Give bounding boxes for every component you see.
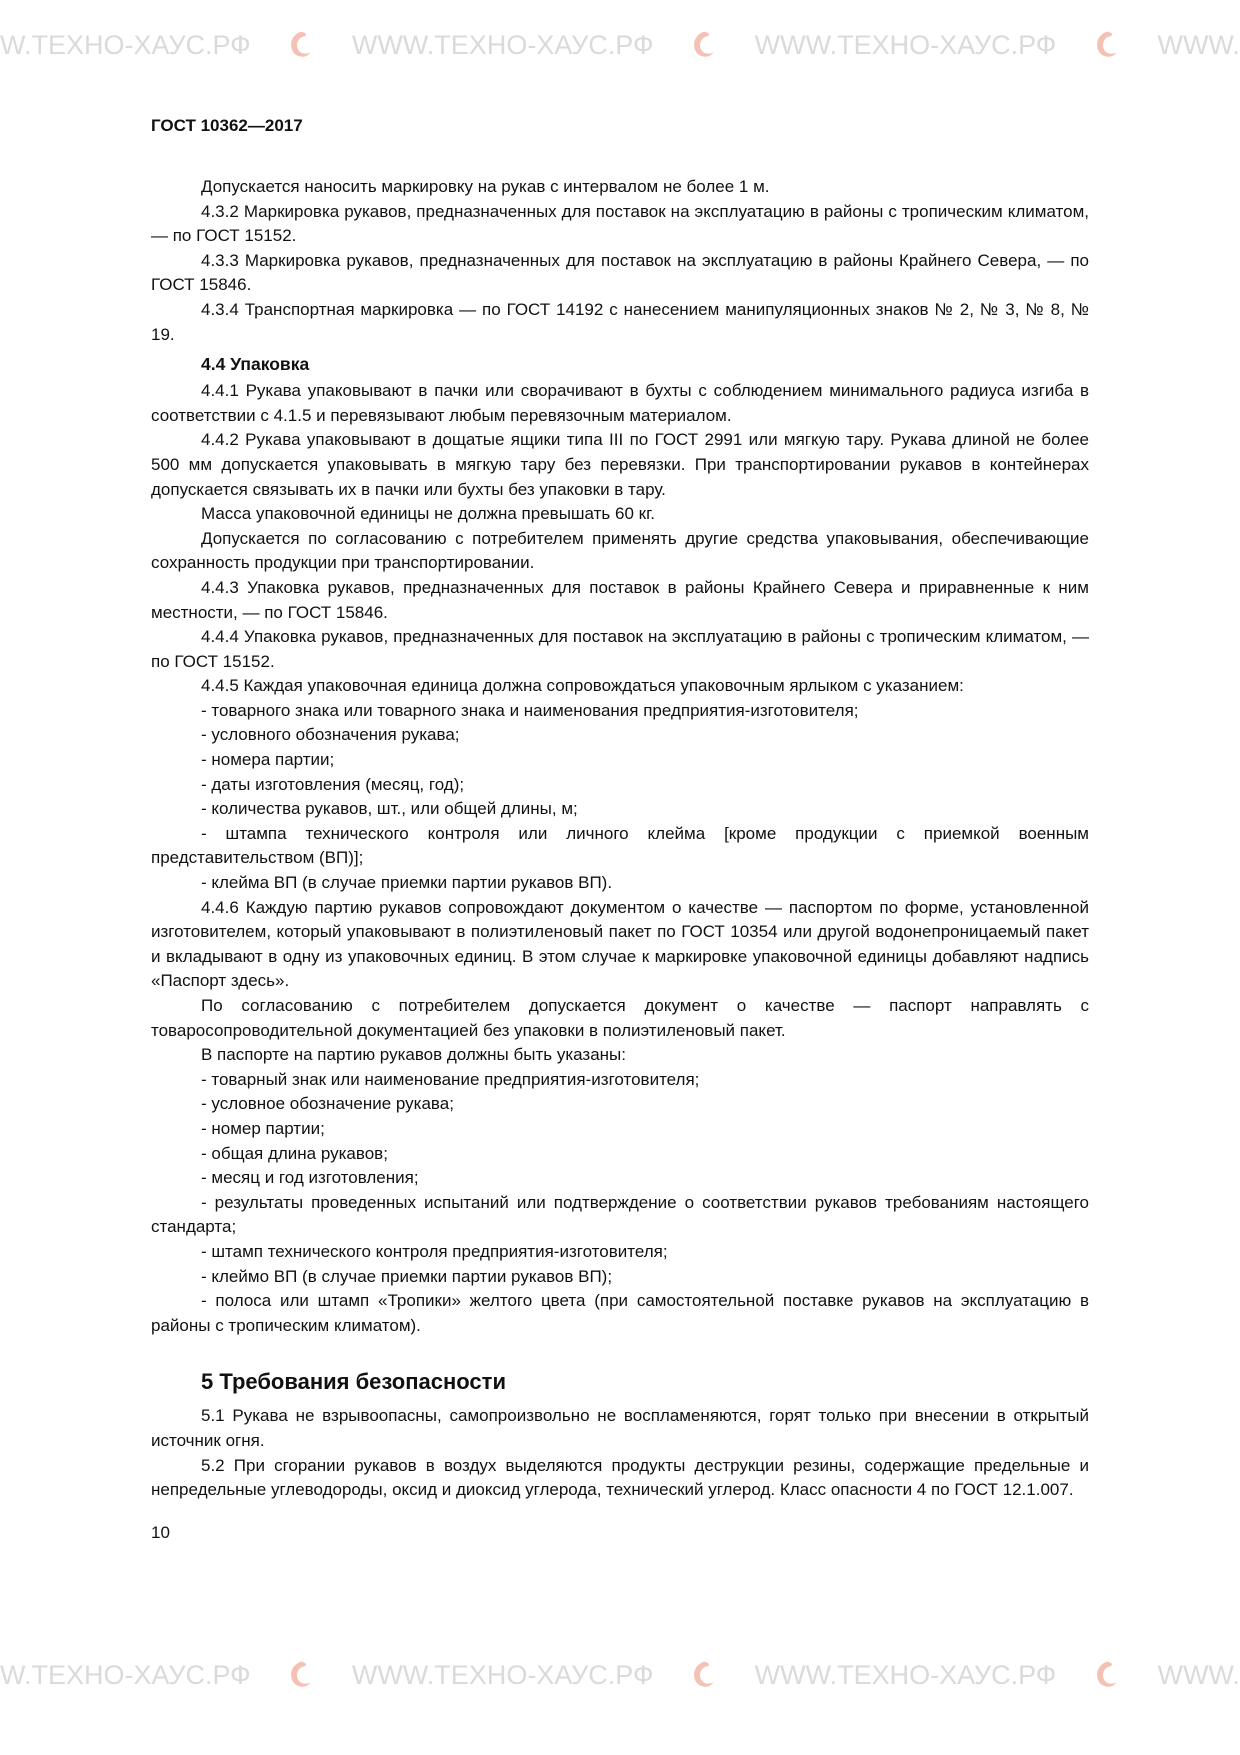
watermark-text: W.ТЕХНО-ХАУС.РФ <box>0 30 251 60</box>
list-item: - месяц и год изготовления; <box>201 1168 419 1188</box>
paragraph-4-4-6: 4.4.6 Каждую партию рукавов сопровождают документом о качестве — паспортом по форме, установленной изготовителем, который упаковывают в полиэтиленовый пакет по ГОСТ 10354 или другой водонепроницаемый пакет и вкладывают в одну из упаковочных единиц. В этом случае к маркировке упаковочной единицы добавляют надпись «Паспорт здесь». <box>151 897 1089 991</box>
section-heading-5: 5 Требования безопасности <box>201 1369 506 1395</box>
list-item: - даты изготовления (месяц, год); <box>201 774 465 794</box>
document-body <box>151 175 1089 1543</box>
list-item: - результаты проведенных испытаний или подтверждение о соответствии рукавов требованиям настоящего стандарта; <box>151 1192 1089 1237</box>
list-item: - полоса или штамп «Тропики» желтого цвета (при самостоятельной поставке рукавов на эксплуатацию в районы с тропическим климатом). <box>151 1291 1089 1335</box>
list-item: - условного обозначения рукава; <box>201 725 460 745</box>
watermark-logo-icon <box>1095 1660 1119 1690</box>
watermark-row <box>0 1660 1240 1690</box>
paragraph-4-4-4: 4.4.4 Упаковка рукавов, предназначенных для поставок на эксплуатацию в районы с тропическим климатом, — по ГОСТ 15152. <box>151 627 1089 671</box>
watermark-text: WWW.ТЕХНО-ХАУС.РФ <box>351 1660 654 1690</box>
paragraph-other-packaging: Допускается по согласованию с потребителем применять другие средства упаковывания, обеспечивающие сохранность продукции при транспортировании. <box>151 528 1089 573</box>
paragraph-4-4-5: 4.4.5 Каждая упаковочная единица должна сопровождаться упаковочным ярлыком с указанием: <box>201 676 964 696</box>
paragraph-4-4-1: 4.4.1 Рукава упаковывают в пачки или сворачивают в бухты с соблюдением минимального радиуса изгиба в соответствии с 4.1.5 и перевязывают любым перевязочным материалом. <box>151 381 1089 425</box>
list-item: - товарного знака или товарного знака и наименования предприятия-изготовителя; <box>201 700 859 720</box>
watermark-logo-icon <box>289 1660 313 1690</box>
list-item: - номера партии; <box>201 750 335 770</box>
section-heading-4-4: 4.4 Упаковка <box>201 354 310 375</box>
list-item: - штамп технического контроля предприятия-изготовителя; <box>201 1241 668 1261</box>
paragraph-5-2: 5.2 При сгорании рукавов в воздух выделяются продукты деструкции резины, содержащие предельные и непредельные углеводороды, оксид и диоксид углерода, технический углерод. Класс опасности 4 по ГОСТ 12.1.007. <box>151 1455 1089 1500</box>
paragraph-passport-separate: По согласованию с потребителем допускается документ о качестве — паспорт направлять с товаросопроводительной документацией без упаковки в полиэтиленовый пакет. <box>151 996 1089 1040</box>
page-number: 10 <box>151 1522 170 1542</box>
watermark-text: W.ТЕХНО-ХАУС.РФ <box>0 1660 251 1690</box>
list-item: - клеймо ВП (в случае приемки партии рукавов ВП); <box>201 1266 613 1286</box>
paragraph-4-3-4: 4.3.4 Транспортная маркировка — по ГОСТ 14192 с нанесением манипуляционных знаков № 2, № 3, № 8, № 19. <box>151 299 1089 344</box>
paragraph-4-3-3: 4.3.3 Маркировка рукавов, предназначенных для поставок на эксплуатацию в районы Крайнего Севера, — по ГОСТ 15846. <box>151 250 1089 295</box>
standard-header: ГОСТ 10362—2017 <box>151 116 303 135</box>
list-item: - товарный знак или наименование предприятия-изготовителя; <box>201 1069 700 1089</box>
watermark-logo-icon <box>1095 30 1119 60</box>
list-item: - условное обозначение рукава; <box>201 1094 454 1114</box>
watermark-text: WWW. <box>1157 1660 1240 1690</box>
paragraph-package-mass: Масса упаковочной единицы не должна превышать 60 кг. <box>201 504 655 524</box>
watermark-text: WWW.ТЕХНО-ХАУС.РФ <box>351 30 654 60</box>
list-item: - штампа технического контроля или личного клейма [кроме продукции с приемкой военным представительством (ВП)]; <box>151 823 1089 868</box>
list-item: - номер партии; <box>201 1118 325 1138</box>
watermark-logo-icon <box>289 30 313 60</box>
paragraph-marking-interval: Допускается наносить маркировку на рукав с интервалом не более 1 м. <box>201 177 770 196</box>
paragraph-5-1: 5.1 Рукава не взрывоопасны, самопроизвольно не воспламеняются, горят только при внесении в открытый источник огня. <box>151 1406 1089 1450</box>
paragraph-4-4-2: 4.4.2 Рукава упаковывают в дощатые ящики типа III по ГОСТ 2991 или мягкую тару. Рукава длиной не более 500 мм допускается упаковывать в мягкую тару без перевязки. При транспортировании рукавов в контейнерах допускается связывать их в пачки или бухты без упаковки в тару. <box>151 430 1089 499</box>
paragraph-4-4-3: 4.4.3 Упаковка рукавов, предназначенных для поставок в районы Крайнего Севера и приравненные к ним местности, — по ГОСТ 15846. <box>151 577 1089 622</box>
watermark-logo-icon <box>692 30 716 60</box>
paragraph-4-3-2: 4.3.2 Маркировка рукавов, предназначенных для поставок на эксплуатацию в районы с тропическим климатом, — по ГОСТ 15152. <box>151 201 1089 246</box>
list-item: - клейма ВП (в случае приемки партии рукавов ВП). <box>201 873 613 893</box>
watermark-row <box>0 30 1240 60</box>
list-item: - общая длина рукавов; <box>201 1143 388 1163</box>
watermark-text: WWW.ТЕХНО-ХАУС.РФ <box>754 30 1057 60</box>
paragraph-passport-intro: В паспорте на партию рукавов должны быть указаны: <box>201 1045 626 1065</box>
watermark-text: WWW.ТЕХНО-ХАУС.РФ <box>754 1660 1057 1690</box>
watermark-text: WWW. <box>1157 30 1240 60</box>
watermark-logo-icon <box>692 1660 716 1690</box>
list-item: - количества рукавов, шт., или общей длины, м; <box>201 799 578 819</box>
